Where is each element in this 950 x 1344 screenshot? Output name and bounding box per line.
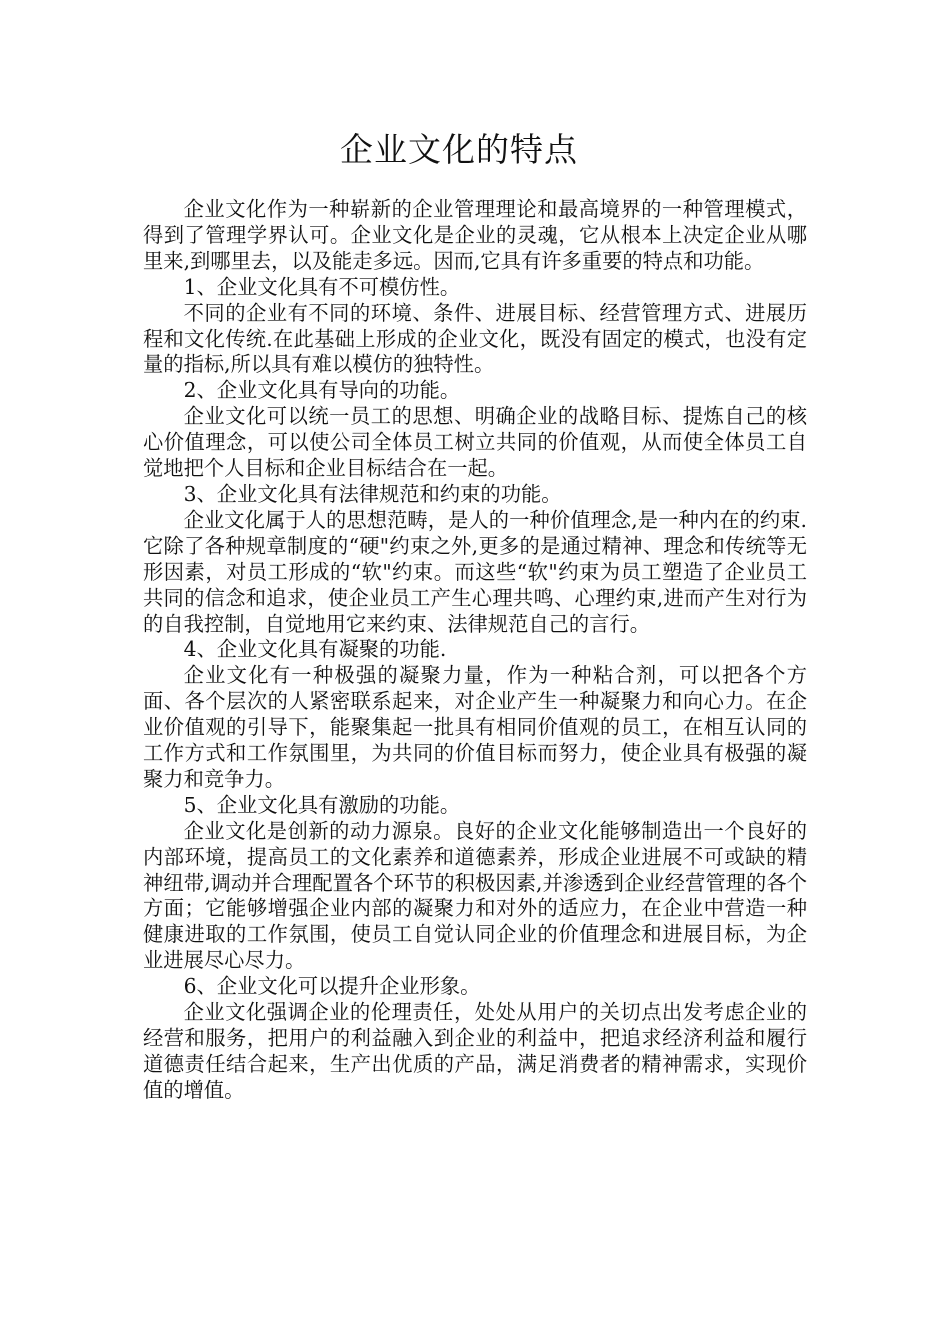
- section-heading-1: 1、企业文化具有不可模仿性。: [183, 274, 461, 299]
- section-paragraph-4: 企业文化有一种极强的凝聚力量，作为一种粘合剂，可以把各个方面、各个层次的人紧密联系起来，对企业产生一种凝聚力和向心力。在企业价值观的引导下，能聚集起一批具有相同价值观的员工，在相互认同的工作方式和工作氛围里，为共同的价值目标而努力，使企业具有极强的凝聚力和竞争力。: [143, 663, 807, 791]
- section-paragraph-6: 企业文化强调企业的伦理责任，处处从用户的关切点出发考虑企业的经营和服务，把用户的利益融入到企业的利益中，把追求经济利益和履行道德责任结合起来，生产出优质的产品，满足消费者的精神需求，实现价值的增值。: [143, 1000, 807, 1102]
- document-body: [143, 197, 807, 1104]
- section-paragraph-1: 不同的企业有不同的环境、条件、进展目标、经营管理方式、进展历程和文化传统.在此基础上形成的企业文化，既没有固定的模式，也没有定量的指标,所以具有难以模仿的独特性。: [143, 300, 807, 377]
- section-heading-3: 3、企业文化具有法律规范和约束的功能。: [183, 481, 562, 506]
- section-heading-2: 2、企业文化具有导向的功能。: [183, 378, 461, 403]
- section-paragraph-2: 企业文化可以统一员工的思想、明确企业的战略目标、提炼自己的核心价值理念，可以使公司全体员工树立共同的价值观，从而使全体员工自觉地把个人目标和企业目标结合在一起。: [143, 404, 807, 481]
- section-heading-5: 5、企业文化具有激励的功能。: [183, 792, 461, 817]
- section-heading-6: 6、企业文化可以提升企业形象。: [183, 974, 481, 999]
- section-heading-4: 4、企业文化具有凝聚的功能.: [183, 637, 447, 662]
- document-title: 企业文化的特点: [340, 130, 578, 169]
- intro-paragraph: 企业文化作为一种崭新的企业管理理论和最高境界的一种管理模式，得到了管理学界认可。企业文化是企业的灵魂，它从根本上决定企业从哪里来,到哪里去，以及能走多远。因而,它具有许多重要的特点和功能。: [143, 197, 807, 273]
- section-paragraph-5: 企业文化是创新的动力源泉。良好的企业文化能够制造出一个良好的内部环境，提高员工的文化素养和道德素养，形成企业进展不可或缺的精神纽带,调动并合理配置各个环节的积极因素,并渗透到企业经营管理的各个方面；它能够增强企业内部的凝聚力和对外的适应力，在企业中营造一种健康进取的工作氛围，使员工自觉认同企业的价值理念和进展目标，为企业进展尽心尽力。: [143, 818, 807, 973]
- section-paragraph-3: 企业文化属于人的思想范畴，是人的一种价值理念,是一种内在的约束.它除了各种规章制度的“硬"约束之外,更多的是通过精神、理念和传统等无形因素，对员工形成的“软"约束。而这些“软"约束为员工塑造了企业员工共同的信念和追求，使企业员工产生心理共鸣、心理约束,进而产生对行为的自我控制，自觉地用它来约束、法律规范自己的言行。: [143, 507, 807, 636]
